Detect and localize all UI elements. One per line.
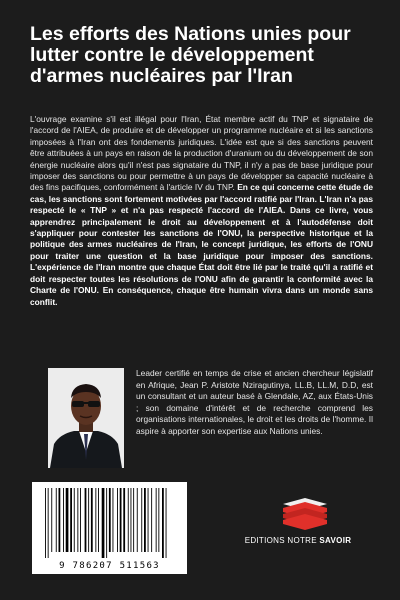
- barcode-bar: [131, 488, 132, 552]
- barcode-bar: [113, 488, 114, 552]
- author-bio: Leader certifié en temps de crise et ancien chercheur législatif en Afrique, Jean P. Aristote Nziragutinya, LL.B, LL.M, D.D, est un consultant et un auteur basé à Glendale, AZ, aux États-Unis ; son domaine d'intérêt et de recherche comprend les organisations internationales, le droit et les droits de l'homme. Il aspire à apporter son expertise aux Nations unies.: [136, 368, 373, 436]
- synopsis-part-1: L'ouvrage examine s'il est illégal pour l'Iran, État membre actif du TNP et signataire de l'accord de l'AIEA, de produire et de développer un programme nucléaire et si les sanctions imposées à l'Iran ont des fondements juridiques. L'idée est que si des sanctions peuvent être attribuées à un pays en raison de la production d'uranium ou du développement de son énergie nucléaire alors qu'il n'est pas signataire du TNP, il n'y a pas de base juridique pour imposer des sanctions ou pour permettre à un pays de développer sa capacité nucléaire à des fins pacifiques, conformément à l'article IV du TNP.: [30, 114, 373, 193]
- barcode-bar: [95, 488, 96, 552]
- barcode-bar: [151, 488, 152, 552]
- barcode-bar: [91, 488, 93, 552]
- barcode-bar: [141, 488, 142, 552]
- publisher-name: [228, 536, 368, 545]
- barcode-bar: [88, 488, 89, 552]
- barcode-bar: [128, 488, 129, 552]
- author-portrait-icon: [48, 368, 124, 468]
- barcode-bar: [123, 488, 125, 552]
- author-photo: [48, 368, 124, 468]
- barcode-bar: [70, 488, 72, 552]
- barcode-bar: [56, 488, 57, 552]
- barcode-bar: [162, 488, 164, 558]
- barcode-bar: [63, 488, 64, 552]
- synopsis-part-2: En ce qui concerne cette étude de cas, les sanctions sont fortement motivées par l'accord ratifié par l'Iran. L'Iran n'a pas respecté le « TNP » et n'a pas respecté l'accord de l'AIEA. Dans ce livre, vous apprendrez principalement le droit au développement et à l'autodéfense doit s'appliquer pour contester les sanctions de l'ONU, la perspective historique et la politique des armes nucléaires de l'Iran, le concept juridique, les efforts de l'ONU pour traiter une question et la base juridique pour imposer des sanctions. L'expérience de l'Iran montre que chaque État doit être lié par le traité qu'il a ratifié et doit respecter toutes les résolutions de l'ONU afin de garantir la conformité avec la Charte de l'ONU. En conséquence, chaque être humain vivra dans un monde sans conflit.: [30, 182, 374, 307]
- barcode-bar: [98, 488, 99, 552]
- barcode-bar: [102, 488, 105, 558]
- barcode-bars: [39, 488, 180, 560]
- barcode-bar: [144, 488, 146, 552]
- barcode-bar: [77, 488, 78, 552]
- publisher-prefix: EDITIONS NOTRE: [244, 536, 320, 545]
- barcode-bar: [156, 488, 157, 552]
- barcode-bar: [137, 488, 138, 552]
- barcode-bar: [45, 488, 46, 558]
- barcode-bar: [158, 488, 159, 552]
- barcode-bar: [66, 488, 69, 552]
- book-title: Les efforts des Nations unies pour lutter contre le développement d'armes nucléaires par l'Iran: [30, 23, 351, 87]
- barcode-bar: [148, 488, 149, 552]
- isbn-number: 9 786207 511563: [59, 561, 160, 571]
- barcode-bar: [106, 488, 107, 558]
- barcode-bar: [85, 488, 87, 552]
- barcode: [32, 482, 187, 574]
- barcode-bar: [59, 488, 61, 552]
- synopsis: [30, 114, 373, 308]
- barcode-bar: [74, 488, 75, 552]
- barcode-bar: [120, 488, 122, 552]
- barcode-bar: [166, 488, 167, 558]
- publisher-brand: SAVOIR: [319, 536, 352, 545]
- barcode-bar: [117, 488, 118, 552]
- barcode-bar: [80, 488, 81, 552]
- barcode-bar: [51, 488, 52, 552]
- barcode-bar: [133, 488, 134, 552]
- barcode-bar: [48, 488, 49, 558]
- barcode-bar: [109, 488, 111, 552]
